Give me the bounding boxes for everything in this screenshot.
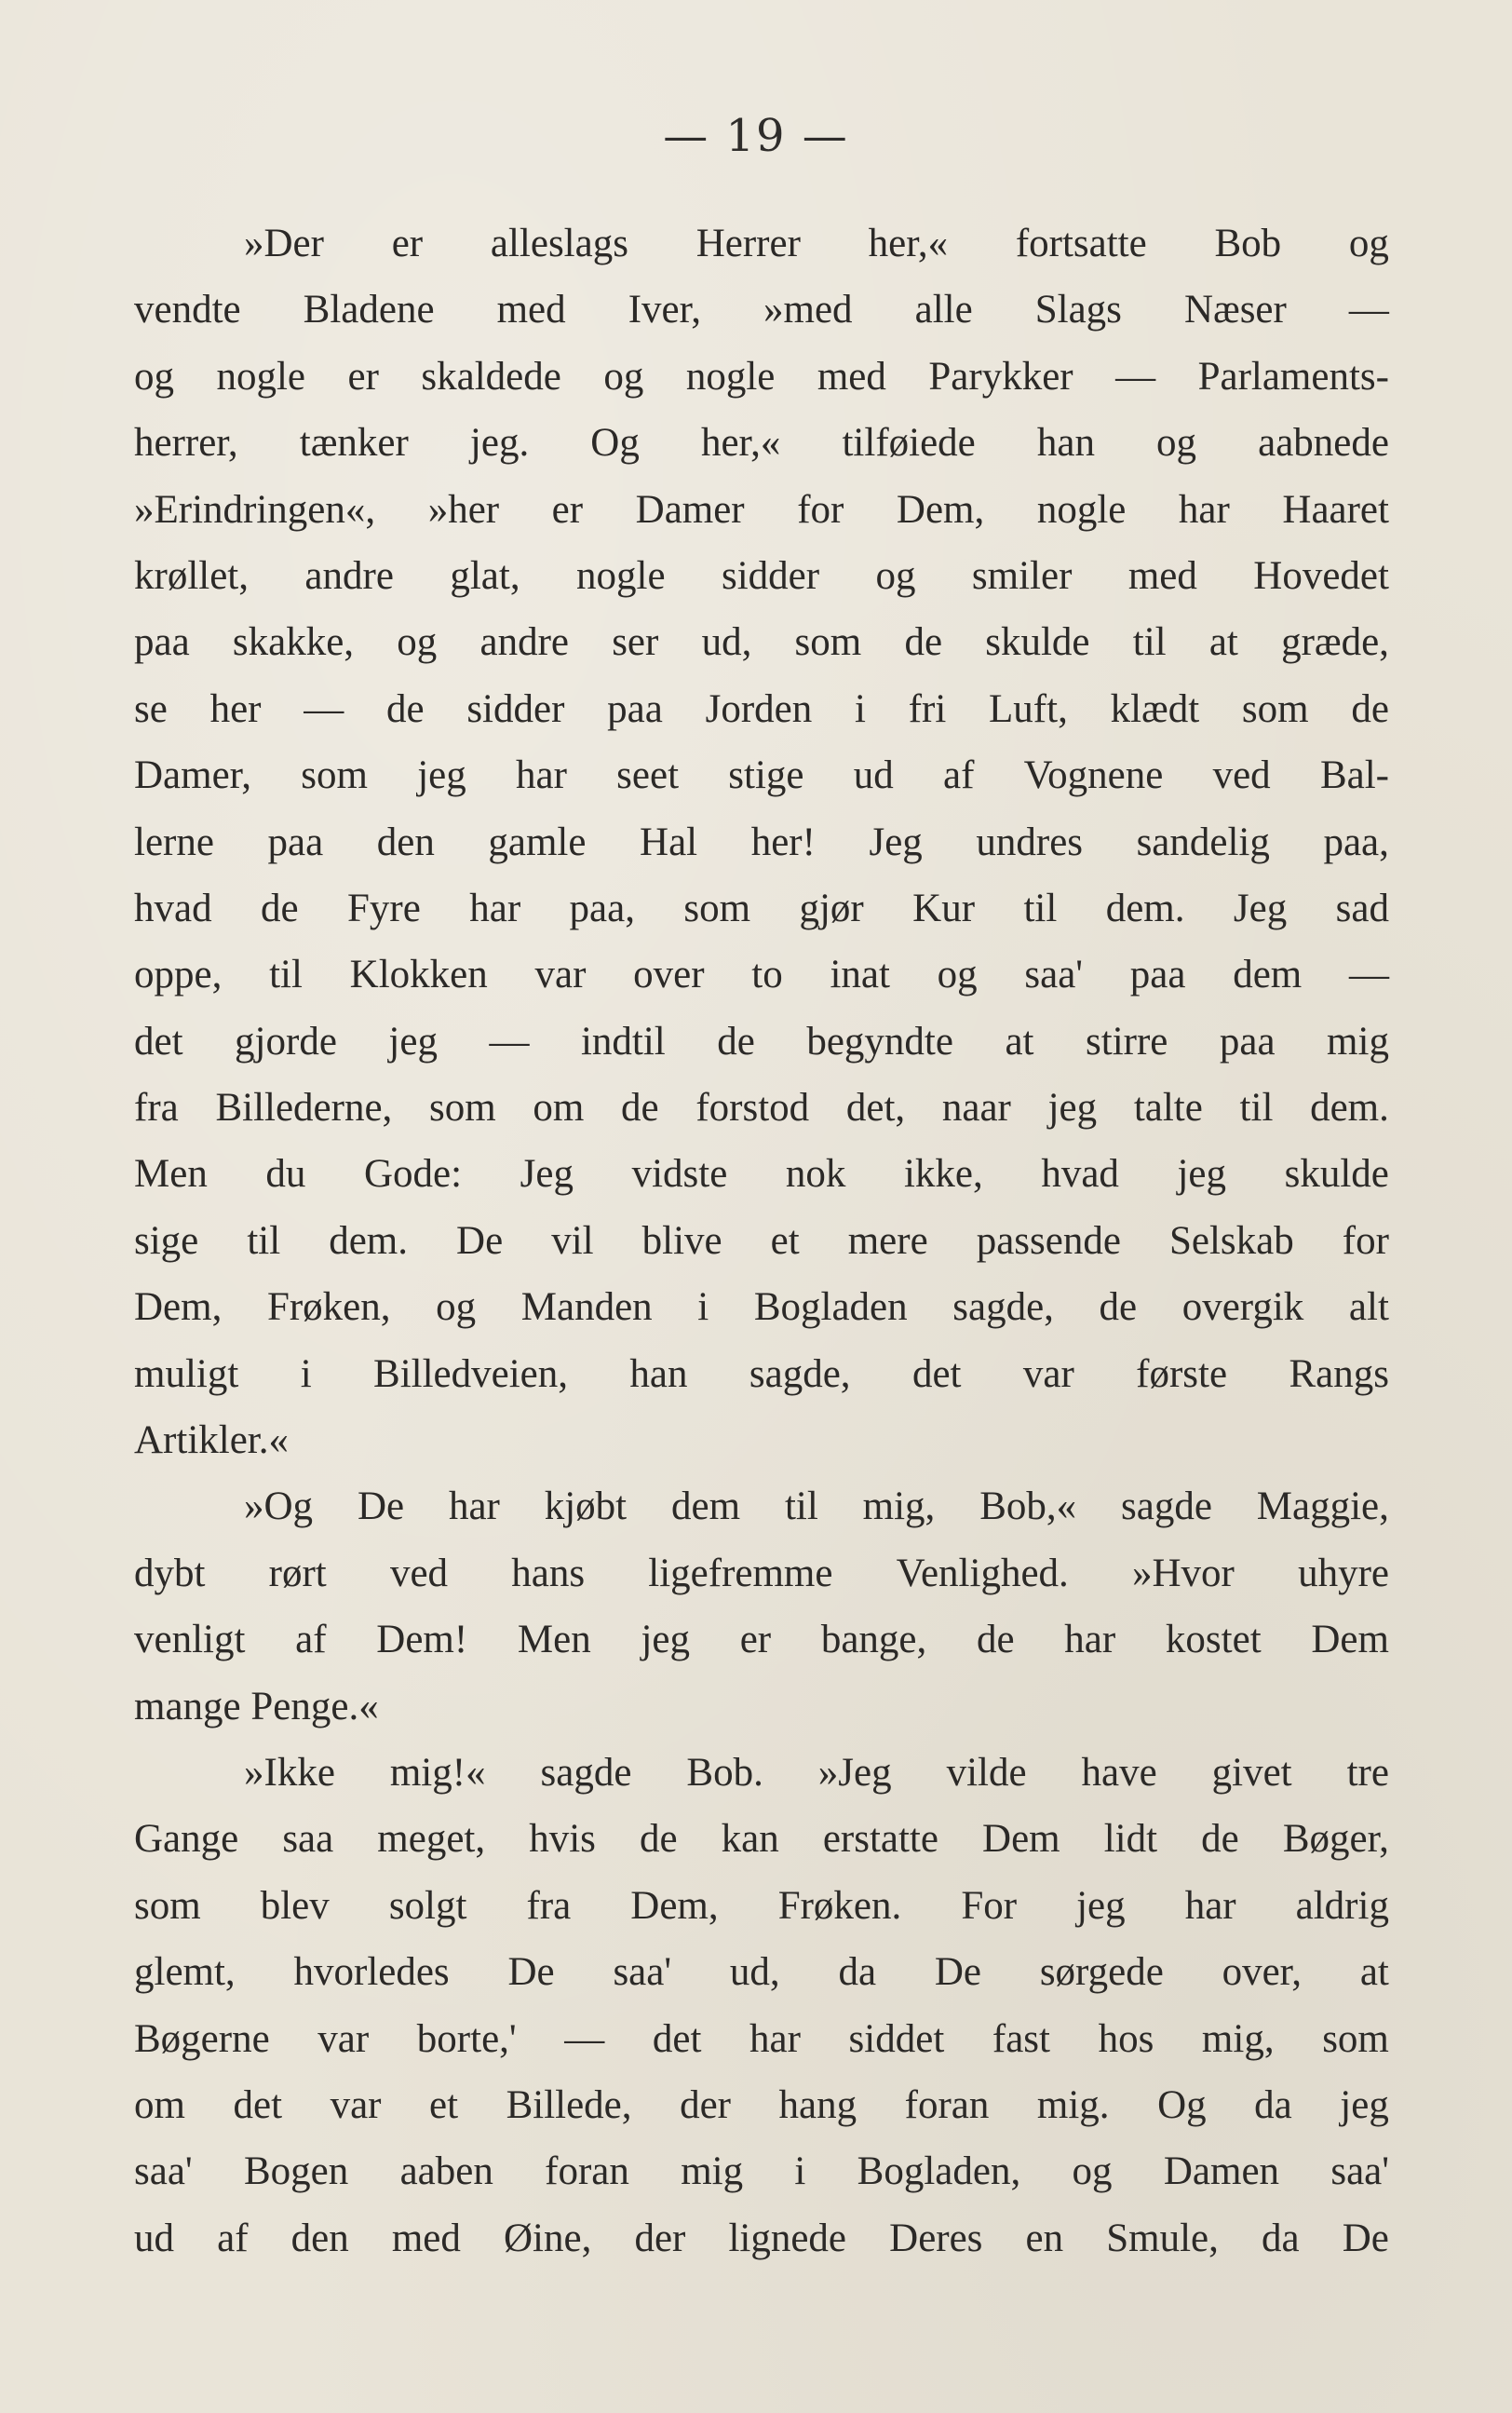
text-line: Gange saa meget, hvis de kan erstatte Dem lidt de Bøger, <box>134 1817 1389 1862</box>
text-line: Bøgerne var borte,' — det har siddet fast hos mig, som <box>134 2016 1389 2061</box>
text-line: det gjorde jeg — indtil de begyndte at stirre paa mig <box>134 1019 1389 1064</box>
text-line: Damer, som jeg har seet stige ud af Vognene ved Bal- <box>134 753 1389 798</box>
text-line: hvad de Fyre har paa, som gjør Kur til dem. Jeg sad <box>134 886 1389 930</box>
text-line: sige til dem. De vil blive et mere passende Selskab for <box>134 1218 1389 1263</box>
text-line: ud af den med Øine, der lignede Deres en Smule, da De <box>134 2216 1389 2260</box>
text-line: og nogle er skaldede og nogle med Parykker — Parlaments- <box>134 354 1389 399</box>
text-line: dybt rørt ved hans ligefremme Venlighed. »Hvor uhyre <box>134 1551 1389 1595</box>
text-line: venligt af Dem! Men jeg er bange, de har kostet Dem <box>134 1618 1389 1662</box>
text-line: »Og De har kjøbt dem til mig, Bob,« sagde Maggie, <box>244 1484 1389 1529</box>
text-line: oppe, til Klokken var over to inat og saa' paa dem — <box>134 953 1389 997</box>
text-line: krøllet, andre glat, nogle sidder og smiler med Hovedet <box>134 553 1389 598</box>
text-line: herrer, tænker jeg. Og her,« tilføiede han og aabnede <box>134 421 1389 466</box>
text-line: mange Penge.« <box>134 1684 379 1728</box>
text-line: lerne paa den gamle Hal her! Jeg undres sandelig paa, <box>134 820 1389 864</box>
text-line: »Erindringen«, »her er Damer for Dem, nogle har Haaret <box>134 487 1389 532</box>
text-line: paa skakke, og andre ser ud, som de skulde til at græde, <box>134 620 1389 665</box>
text-line: om det var et Billede, der hang foran mig. Og da jeg <box>134 2082 1389 2127</box>
text-line: »Ikke mig!« sagde Bob. »Jeg vilde have givet tre <box>244 1750 1389 1795</box>
text-line: Artikler.« <box>134 1418 289 1463</box>
text-line: muligt i Billedveien, han sagde, det var første Rangs <box>134 1351 1389 1396</box>
text-line: »Der er alleslags Herrer her,« fortsatte Bob og <box>244 222 1389 265</box>
text-line: Dem, Frøken, og Manden i Bogladen sagde, de overgik alt <box>134 1285 1389 1330</box>
text-line: se her — de sidder paa Jorden i fri Luft, klædt som de <box>134 686 1389 731</box>
text-line: saa' Bogen aaben foran mig i Bogladen, og Damen saa' <box>134 2149 1389 2194</box>
text-line: fra Billederne, som om de forstod det, naar jeg talte til dem. <box>134 1086 1389 1131</box>
text-line: glemt, hvorledes De saa' ud, da De sørgede over, at <box>134 1950 1389 1995</box>
text-line: vendte Bladene med Iver, »med alle Slags Næser — <box>134 288 1389 332</box>
text-line: Men du Gode: Jeg vidste nok ikke, hvad jeg skulde <box>134 1152 1389 1197</box>
page-number: — 19 — <box>663 110 849 162</box>
body-text <box>134 210 1389 2271</box>
text-line: som blev solgt fra Dem, Frøken. For jeg har aldrig <box>134 1883 1389 1928</box>
